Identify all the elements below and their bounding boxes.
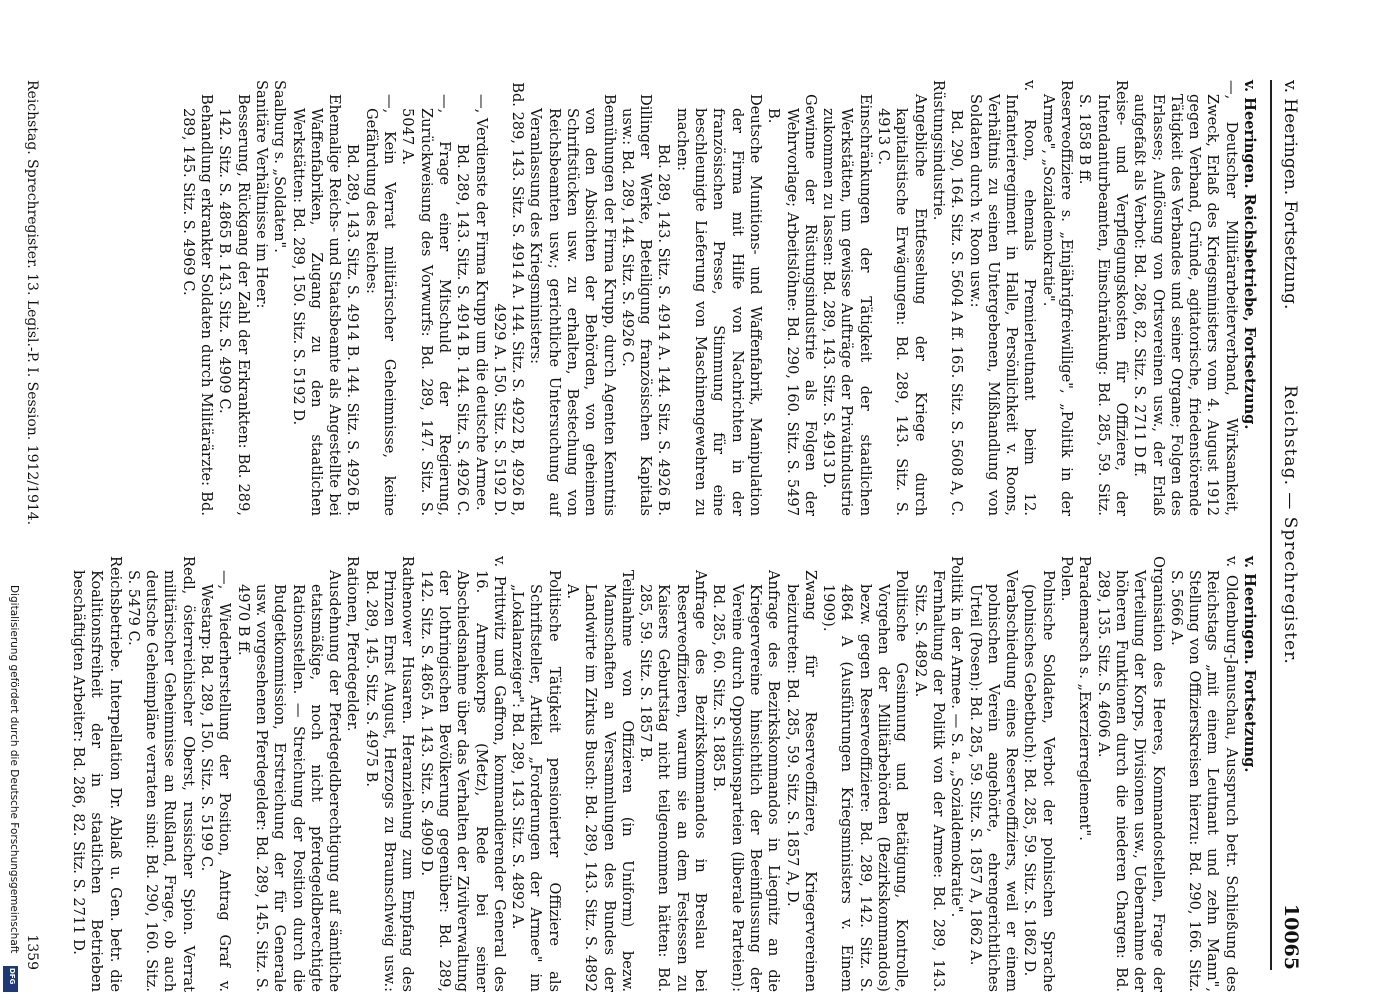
header-page-number: 10065 xyxy=(1280,903,1302,970)
dfg-logo-text: DFG xyxy=(8,968,16,985)
register-entry: Rationen, Pferdegelder. xyxy=(344,556,362,732)
register-entry: v. Prittwitz und Gaffron, kommandierender General des 16. Armeekorps (Metz), Rede bei seiner Abschiedsnahme über das Verhalten der Zivilverwaltung der lothringischen Bevölkerung gegenüber: Bd. 289, 142. Sitz. S. 4865 A. 143. Sitz. S. 4909 D. xyxy=(417,556,508,992)
register-entry: Reserveoffiziere s. „Einjährigfreiwillige", „Politik in der Armee", „Sozialdemokratie". xyxy=(1039,80,1076,516)
register-subentry: Teilnahme von Offizieren (in Uniform) bezw. Mannschaften an Versammlungen des Bundes der Landwirte im Zirkus Busch: Bd. 289, 143. Sitz. S. 4892 A. xyxy=(564,570,636,992)
register-reference: Bd. 290, 164. Sitz. S. 5604 A ff. 165. Sitz. S. 5608 A, C. xyxy=(948,109,966,516)
register-subentry: Ausdehnung der Pferdegeldberechtigung auf sämtliche etatsmäßige, noch nicht pferdegeldberechtigte Rationsstellen. — Streichung der Position durch die Budgetkommission, Erstreichung der für Generale usw. vorgesehenen Pferdegelder: Bd. 289, 145. Sitz. S. 4970 B ff. xyxy=(234,570,344,992)
register-subentry: Politische Gesinnung und Betätigung, Kontrolle, Vorgehen der Militärbehörden (Bezirkskommandos) bezw. gegen Reserveoffiziere: Bd. 289, 142. Sitz. S. 4864 A (Ausführungen Kriegsministers v. Einem 1909). xyxy=(820,570,911,992)
register-entry: Parademarsch s. „Exerzierreglement". xyxy=(1076,556,1094,841)
register-subentry: Politische Tätigkeit pensionierter Offiziere als Schriftsteller, Artikel „Forderungen der Armee" im „Lokalanzeiger": Bd. 289, 143. Sitz. S. 4892 A. xyxy=(509,570,563,992)
register-entry: v. Oldenburg-Januschau, Ausspruch betr. Schließung des Reichstags „mit einem Leutnant und zehn Mann", Stellung von Offizierskreisen hierzu: Bd. 290, 166. Sitz. S. 5666 A. xyxy=(1167,556,1240,992)
header-left-heading: v. Heeringen. Fortsetzung. xyxy=(1280,80,1300,310)
register-subentry: Behandlung erkrankter Soldaten durch Militärärzte: Bd. 289, 145. Sitz. S. 4969 C. xyxy=(179,94,216,516)
register-subentry: Deutsche Munitions- und Waffenfabrik, Manipulation der Firma mit Hilfe von Nachrichten in der französischen Presse, Stimmung für eine beschleunigte Lieferung von Maschinengewehren zu machen: xyxy=(673,94,764,516)
register-subentry: Einschränkungen der Tätigkeit der staatlichen Werkstätten, um gewisse Aufträge der Privatindustrie zukommen zu lassen: Bd. 289, 143. Sitz. S. 4913 D. xyxy=(820,94,874,516)
header-title: Reichstag. — Sprechregister. xyxy=(1280,385,1300,665)
column-heading: v. Heeringen. Reichsbetriebe, Fortsetzung. xyxy=(1241,80,1258,430)
register-entry: Reichsbetriebe. Interpellation Dr. Ablaß u. Gen. betr. die Koalitionsfreiheit der in staatlichen Betrieben beschäftigten Arbeiter: Bd. 286, 82. Sitz. S. 2711 D. xyxy=(70,556,124,992)
register-subentry: Dillinger Werke, Beteiligung französischen Kapitals usw.: Bd. 289, 144. Sitz. S. 4926 C. xyxy=(618,94,655,516)
right-column xyxy=(69,556,1258,992)
register-entry: Saalburg s. „Soldaten". xyxy=(271,80,289,253)
register-subentry: Zwang für Reserveoffiziere, Kriegervereinen beizutreten: Bd. 285, 59. Sitz. S. 1857 A, D. xyxy=(783,570,819,992)
dfg-logo xyxy=(3,966,18,992)
register-subentry: Bemühungen der Firma Krupp, durch Agenten Kenntnis von den Absichten der Behörden, von geheimen Schriftstücken usw. zu erhalten, Bestechung von Reichsbeamten usw.; gerichtliche Untersuchung auf Veranlassung des Kriegsministers: xyxy=(527,94,618,516)
register-entry: Organisation des Heeres, Kommandostellen, Frage der Verteilung der Korps, Divisionen usw., Uebernahme der höheren Funktionen durch die niederen Chargen: Bd. 289, 135. Sitz. S. 4606 A. xyxy=(1094,556,1167,992)
register-reference: Bd. 289, 143. Sitz. S. 4914 A. 144. Sitz. S. 4926 B. xyxy=(655,144,673,516)
left-column xyxy=(178,80,1258,516)
column-heading: v. Heeringen. Fortsetzung. xyxy=(1241,556,1258,773)
register-reference: Bd. 289, 143. Sitz. S. 4914 A. 144. Sitz. S. 4922 B, 4926 B, 4929 A. 150. Sitz. S. 5192 D. xyxy=(490,82,527,516)
register-reference: Bd. 289, 143. Sitz. S. 4914 B. 144. Sitz. S. 4926 C. xyxy=(454,143,472,516)
running-header xyxy=(1270,80,1306,970)
register-subentry: Anfrage des Bezirkskommandos in Breslau bei Reserveoffizieren, warum sie an dem Festessen zu Kaisers Geburtstag nicht teilgenommen hätten: Bd. 285, 59. Sitz. S. 1857 B. xyxy=(637,570,710,992)
register-subentry: Anfrage des Bezirkskommandos in Liegnitz an die Kriegervereine hinsichtlich der Beeinflussung der Vereine durch Oppositionsparteien (liberale Parteien): Bd. 285, 60. Sitz. S. 1885 B. xyxy=(710,570,783,992)
register-subentry: —, Verdienste der Firma Krupp um die deutsche Armee. xyxy=(472,94,490,511)
register-subentry: Besserung, Rückgang der Zahl der Erkrankten: Bd. 289, 142. Sitz. S. 4865 B. 143. Sitz. S. 4909 C. xyxy=(216,94,252,516)
register-entry: —, Deutscher Militärarbeiterverband, Wirksamkeit, Zweck, Erlaß des Kriegsministers vom 4. August 1912 gegen Verband, Gründe, agitatorische, friedenstörende Tätigkeit des Verbandes und seiner Organe; Folgen des Erlasses; Auflösung von Ortsvereinen usw., der Erlaß aufgefaßt als Verbot: Bd. 286, 82. Sitz. S. 2711 D ff. xyxy=(1131,80,1240,516)
register-subentry: Verabschiedung eines Reserveoffiziers, weil er einem polnischen Verein angehörte, ehrengerichtliches Urteil (Posen): Bd. 285, 59. Sitz. S. 1857 A, 1862 A. xyxy=(966,570,1021,992)
register-reference: Bd. 289, 143. Sitz. S. 4914 B. 144. Sitz. S. 4926 B. xyxy=(344,143,362,516)
register-entry: Politik in der Armee. — S. a. „Sozialdemokratie". xyxy=(948,556,966,918)
register-subentry: —, Frage einer Mitschuld der Regierung, Zurückweisung des Vorwurfs: Bd. 289, 147. Sitz. S. 5047 A. xyxy=(399,94,453,516)
register-subentry: Angebliche Entfesselung der Kriege durch kapitalistische Erwägungen: Bd. 289, 143. Sitz. S. 4913 C. xyxy=(875,94,929,516)
register-entry: Redl, österreichischer Oberst, russischer Spion. Verrat militärischer Geheimnisse an Rußland, Frage, ob auch deutsche Geheimpläne verraten sind: Bd. 290, 160. Sitz. S. 5479 C. xyxy=(124,556,197,992)
register-entry: v. Roon, ehemals Premierleutnant beim 12. Infanterieregiment in Halle, Persönlichkeit v. Roons, Verhältnis zu seinen Untergebenen, Mißhandlung von Soldaten durch v. Roon usw.: xyxy=(966,80,1039,516)
register-subentry: —, Wiederherstellung der Position, Antrag Graf v. Westarp: Bd. 289, 150. Sitz. S. 5199 C. xyxy=(198,570,234,992)
register-entry: Rüstungsindustrie. xyxy=(929,80,947,221)
register-entry: Sanitäre Verhältnisse im Heer: xyxy=(252,80,270,309)
footer-page-number: 1359 xyxy=(24,934,40,970)
footer-source: Reichstag. Sprechregister. 13. Legisl.-P. I. Session. 1912/1914. xyxy=(24,80,40,526)
register-subentry: Fernhaltung der Politik von der Armee: Bd. 289, 143. Sitz. S. 4892 A. xyxy=(911,570,947,992)
register-subentry: Gewinne der Rüstungsindustrie als Folgen der Wehrvorlage; Arbeitslöhne: Bd. 290, 160. Sitz. S. 5497 B. xyxy=(765,94,819,516)
register-subentry: Polnische Soldaten, Verbot der polnischen Sprache (polnisches Gebetbuch): Bd. 285, 59. Sitz. S. 1862 D. xyxy=(1021,570,1057,992)
digitization-credit xyxy=(2,585,24,995)
register-entry: Rathenower Husaren. Heranziehung zum Empfang des Prinzen Ernst August, Herzogs zu Braunschweig usw.: Bd. 289, 145. Sitz. S. 4975 B. xyxy=(362,556,417,992)
digitization-credit-text: Digitalisierung gefördert durch die Deutsche Forschungsgemeinschaft xyxy=(8,585,20,954)
register-subentry: —, Kein Verrat militärischer Geheimnisse, keine Gefährdung des Reiches: xyxy=(362,94,399,516)
register-entry: Reise- und Verpflegungskosten für Offiziere, der Intendanturbeamten, Einschränkung: Bd. 285, 59. Sitz. S. 1858 B ff. xyxy=(1076,80,1130,516)
register-subentry: Ehemalige Reichs- und Staatsbeamte als Angestellte bei Waffenfabriken, Zugang zu den staatlichen Werkstätten: Bd. 289, 150. Sitz. S. 5192 D. xyxy=(289,94,344,516)
register-entry: Polen. xyxy=(1058,556,1076,602)
